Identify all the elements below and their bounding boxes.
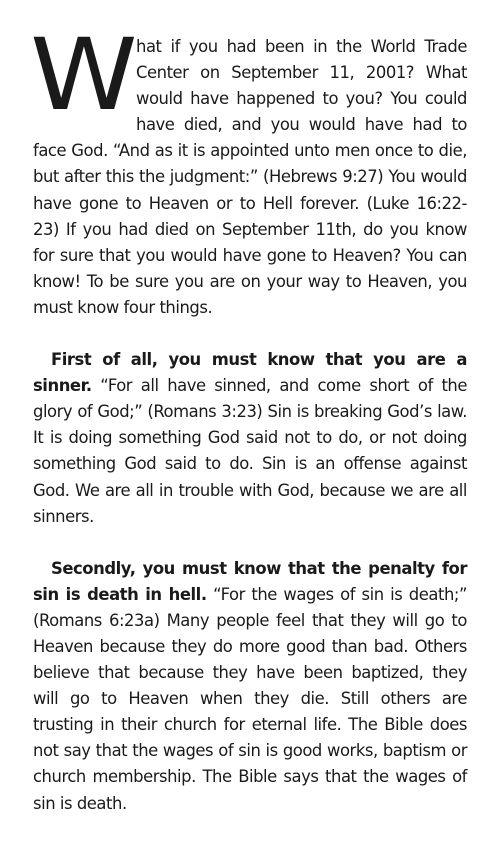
intro-paragraph [30,18,467,321]
point-two-text: “For the wages of sin is death;” (Romans 6:23a) Many people feel that they will go to Heaven because they do more good than bad. Others believe that because they have been baptized, they will go to Heaven when they die. Still others are trusting in their church for eternal life. The Bible does not say that the wages of sin is good works, baptism or church membership. The Bible says that the wages of sin is death. [33,584,467,813]
point-one-heading: First of all, you must know that you are a sinner. [33,350,467,396]
point-two-heading: Secondly, you must know that the penalty for sin is death in hell. [33,558,467,604]
point-one-paragraph [33,347,467,530]
intro-text: hat if you had been in the World Trade Center on September 11, 2001? What would have happened to you? You could have died, and you would have had to face God. “And as it is appointed unto men once to die, but after this the judgment:” (Hebrews 9:27) You would have gone to Heaven or to Hell forever. (Luke 16:22-23) If you had died on September 11th, do you know for sure that you would have gone to Heaven? You can know! To be sure you are on your way to Heaven, you must know four things. [33,37,467,317]
drop-cap: W [30,18,132,133]
point-two-paragraph [33,556,467,817]
tract-page [30,18,467,843]
point-one-text: “For all have sinned, and come short of the glory of God;” (Romans 3:23) Sin is breaking God’s law. It is doing something God said not to do, or not doing something God said to do. Sin is an offense against God. We are all in trouble with God, because we are all sinners. [33,376,467,526]
